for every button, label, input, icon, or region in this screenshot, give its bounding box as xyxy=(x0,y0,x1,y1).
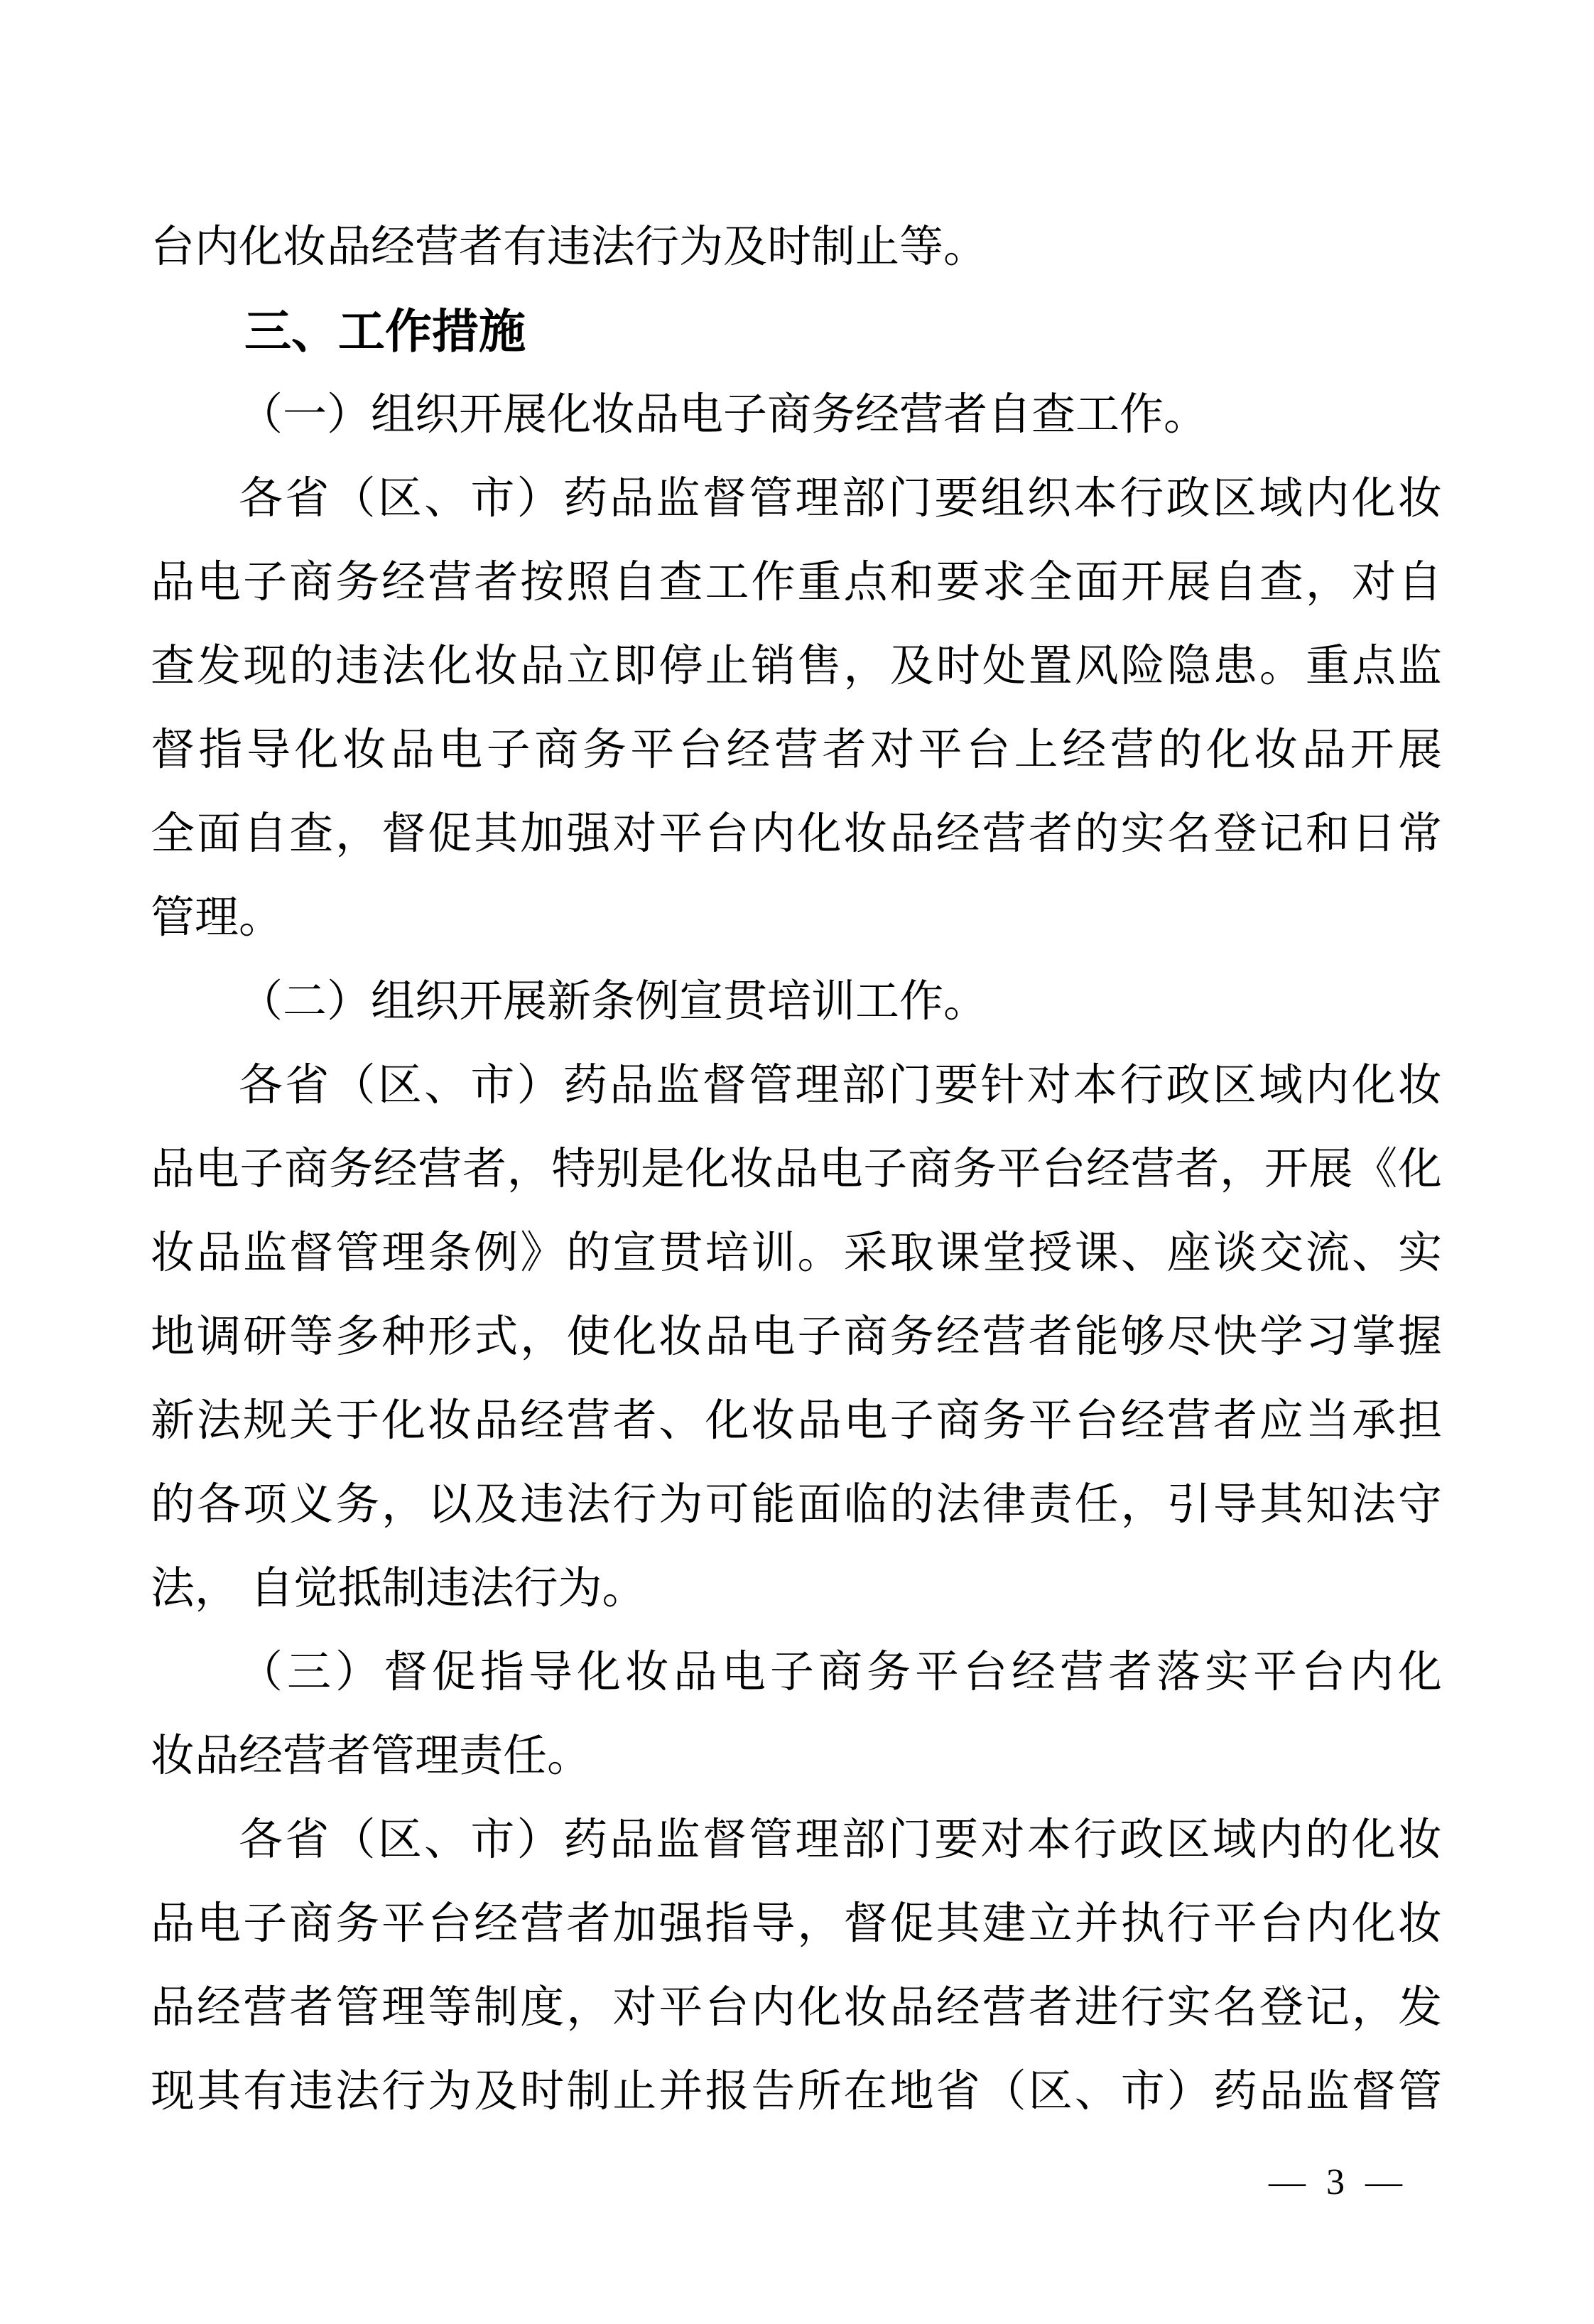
body-text-line: 台内化妆品经营者有违法行为及时制止等。 xyxy=(151,223,988,271)
subsection-heading: （三）督促指导化妆品电子商务平台经营者落实平台内化 xyxy=(239,1648,1442,1697)
body-text-line: 各省（区、市）药品监督管理部门要针对本行政区域内化妆 xyxy=(239,1061,1442,1110)
body-text-line: 现其有违法行为及时制止并报告所在地省（区、市）药品监督管 xyxy=(151,2068,1442,2116)
page-number: — 3 — xyxy=(1269,2162,1408,2203)
body-text-line: 全面自查，督促其加强对平台内化妆品经营者的实名登记和日常 xyxy=(151,810,1442,858)
body-text-line: 各省（区、市）药品监督管理部门要组织本行政区域内化妆 xyxy=(239,475,1442,523)
subsection-heading: （二）组织开展新条例宣贯培训工作。 xyxy=(239,978,988,1026)
body-text-line: 地调研等多种形式，使化妆品电子商务经营者能够尽快学习掌握 xyxy=(151,1313,1442,1361)
body-text-line: 品电子商务平台经营者加强指导，督促其建立并执行平台内化妆 xyxy=(151,1900,1442,1948)
body-text-line: 新法规关于化妆品经营者、化妆品电子商务平台经营者应当承担 xyxy=(151,1397,1442,1445)
body-text-line: 品电子商务经营者按照自查工作重点和要求全面开展自查，对自 xyxy=(151,558,1442,607)
body-text-line: 品经营者管理等制度，对平台内化妆品经营者进行实名登记，发 xyxy=(151,1984,1442,2032)
body-text-line: 督指导化妆品电子商务平台经营者对平台上经营的化妆品开展 xyxy=(151,726,1442,774)
body-text-line: 品电子商务经营者，特别是化妆品电子商务平台经营者，开展《化 xyxy=(151,1145,1442,1194)
body-text-line: 管理。 xyxy=(151,894,283,942)
body-text-line: 查发现的违法化妆品立即停止销售，及时处置风险隐患。重点监 xyxy=(151,642,1442,691)
body-text-line: 的各项义务，以及违法行为可能面临的法律责任，引导其知法守 xyxy=(151,1481,1442,1529)
document-text xyxy=(151,205,1442,2134)
body-text-line: 各省（区、市）药品监督管理部门要对本行政区域内的化妆 xyxy=(239,1816,1442,1864)
section-heading: 三、工作措施 xyxy=(244,305,526,357)
subsection-heading: 妆品经营者管理责任。 xyxy=(151,1732,592,1780)
body-text-line: 法， 自觉抵制违法行为。 xyxy=(151,1564,646,1613)
body-text-line: 妆品监督管理条例》的宣贯培训。采取课堂授课、座谈交流、实 xyxy=(151,1229,1442,1277)
subsection-heading: （一）组织开展化妆品电子商务经营者自查工作。 xyxy=(239,391,1208,439)
